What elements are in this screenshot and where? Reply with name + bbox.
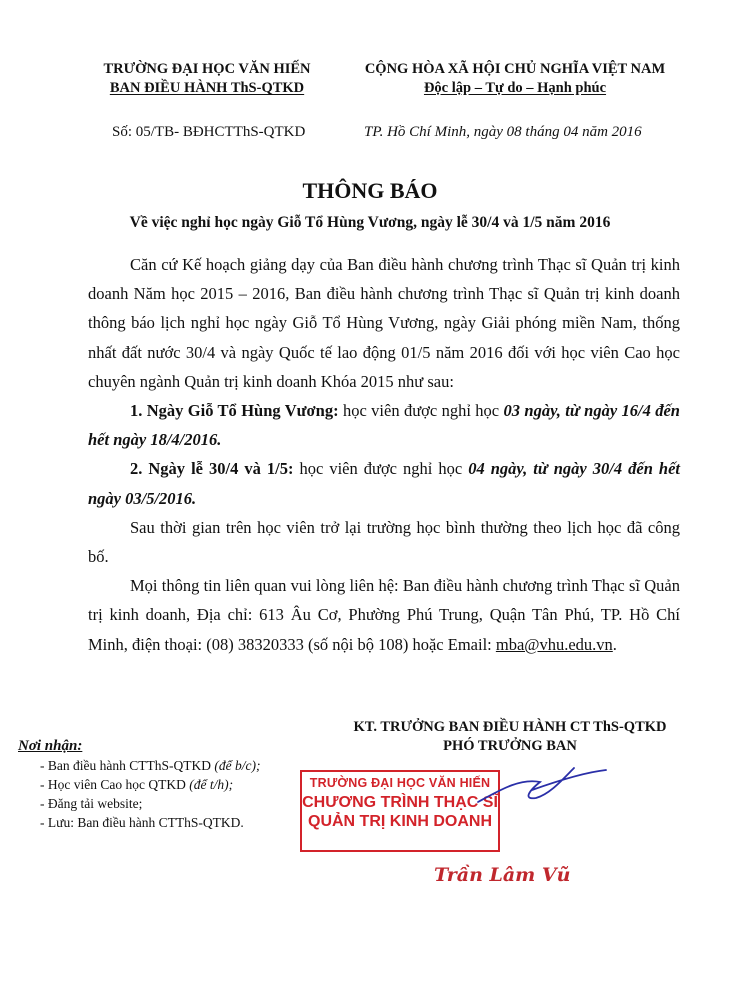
signer-name: Trần Lâm Vũ bbox=[434, 864, 571, 886]
national-header bbox=[340, 60, 690, 98]
document-subtitle: Về việc nghỉ học ngày Giỗ Tổ Hùng Vương, ngày lễ 30/4 và 1/5 năm 2016 bbox=[129, 214, 611, 231]
after-paragraph: Sau thời gian trên học viên trở lại trường học bình thường theo lịch học đã công bố. bbox=[88, 517, 680, 567]
place-and-date: TP. Hồ Chí Minh, ngày 08 tháng 04 năm 2016 bbox=[364, 124, 642, 140]
contact-paragraph: Mọi thông tin liên quan vui lòng liên hệ: Ban điều hành chương trình Thạc sĩ Quản trị kinh doanh, Địa chỉ: 613 Âu Cơ, Phường Phú Trung, Quận Tân Phú, TP. Hồ Chí Minh, điện thoại: (08) 38320333 (số nội bộ 108) hoặc Email: mba@vhu.edu.vn. bbox=[88, 576, 680, 654]
national-name: CỘNG HÒA XÃ HỘI CHỦ NGHĨA VIỆT NAM bbox=[364, 61, 666, 77]
recipient-item: - Ban điều hành CTThS-QTKD (để b/c); bbox=[40, 756, 260, 775]
recipient-item: - Học viên Cao học QTKD (để t/h); bbox=[40, 775, 260, 794]
reference-number: Số: 05/TB- BĐHCTThS-QTKD bbox=[112, 124, 306, 140]
item-1: 1. Ngày Giỗ Tổ Hùng Vương: học viên được nghỉ học 03 ngày, từ ngày 16/4 đến hết ngày 18/4/2016. bbox=[88, 401, 680, 450]
org-department: BAN ĐIỀU HÀNH ThS-QTKD bbox=[109, 80, 305, 96]
signatory-authority: KT. TRƯỞNG BAN ĐIỀU HÀNH CT ThS-QTKD bbox=[353, 719, 667, 735]
document-body bbox=[88, 250, 680, 659]
organization-header bbox=[72, 60, 342, 98]
stamp-line-3: QUẢN TRỊ KINH DOANH bbox=[308, 813, 492, 830]
intro-paragraph: Căn cứ Kế hoạch giảng dạy của Ban điều hành chương trình Thạc sĩ Quản trị kinh doanh Năm học 2015 – 2016, Ban điều hành chương trình Thạc sĩ Quản trị kinh doanh thông báo lịch nghỉ học ngày Giỗ Tổ Hùng Vương, ngày Giải phóng miền Nam, thống nhất đất nước 30/4 và ngày Quốc tế lao động 01/5 năm 2016 đối với học viên Cao học chuyên ngành Quản trị kinh doanh Khóa 2015 như sau: bbox=[88, 255, 680, 391]
signatory-position: PHÓ TRƯỞNG BAN bbox=[443, 738, 577, 754]
recipients-title: Nơi nhận: bbox=[18, 738, 83, 754]
recipient-item: - Lưu: Ban điều hành CTThS-QTKD. bbox=[40, 813, 260, 832]
stamp-line-1: TRƯỜNG ĐẠI HỌC VĂN HIẾN bbox=[309, 776, 491, 790]
recipient-item: - Đăng tải website; bbox=[40, 794, 260, 813]
national-motto: Độc lập – Tự do – Hạnh phúc bbox=[423, 80, 607, 96]
org-name: TRƯỜNG ĐẠI HỌC VĂN HIẾN bbox=[103, 61, 311, 77]
document-title: THÔNG BÁO bbox=[302, 178, 438, 203]
item-2: 2. Ngày lễ 30/4 và 1/5: học viên được nghỉ học 04 ngày, từ ngày 30/4 đến hết ngày 03/5/2016. bbox=[88, 459, 680, 508]
handwritten-signature bbox=[470, 760, 610, 820]
stamp-line-2: CHƯƠNG TRÌNH THẠC SĨ bbox=[302, 794, 498, 811]
email-link[interactable]: mba@vhu.edu.vn bbox=[495, 634, 613, 654]
signature-heading bbox=[320, 718, 700, 756]
recipients-list bbox=[40, 756, 260, 832]
